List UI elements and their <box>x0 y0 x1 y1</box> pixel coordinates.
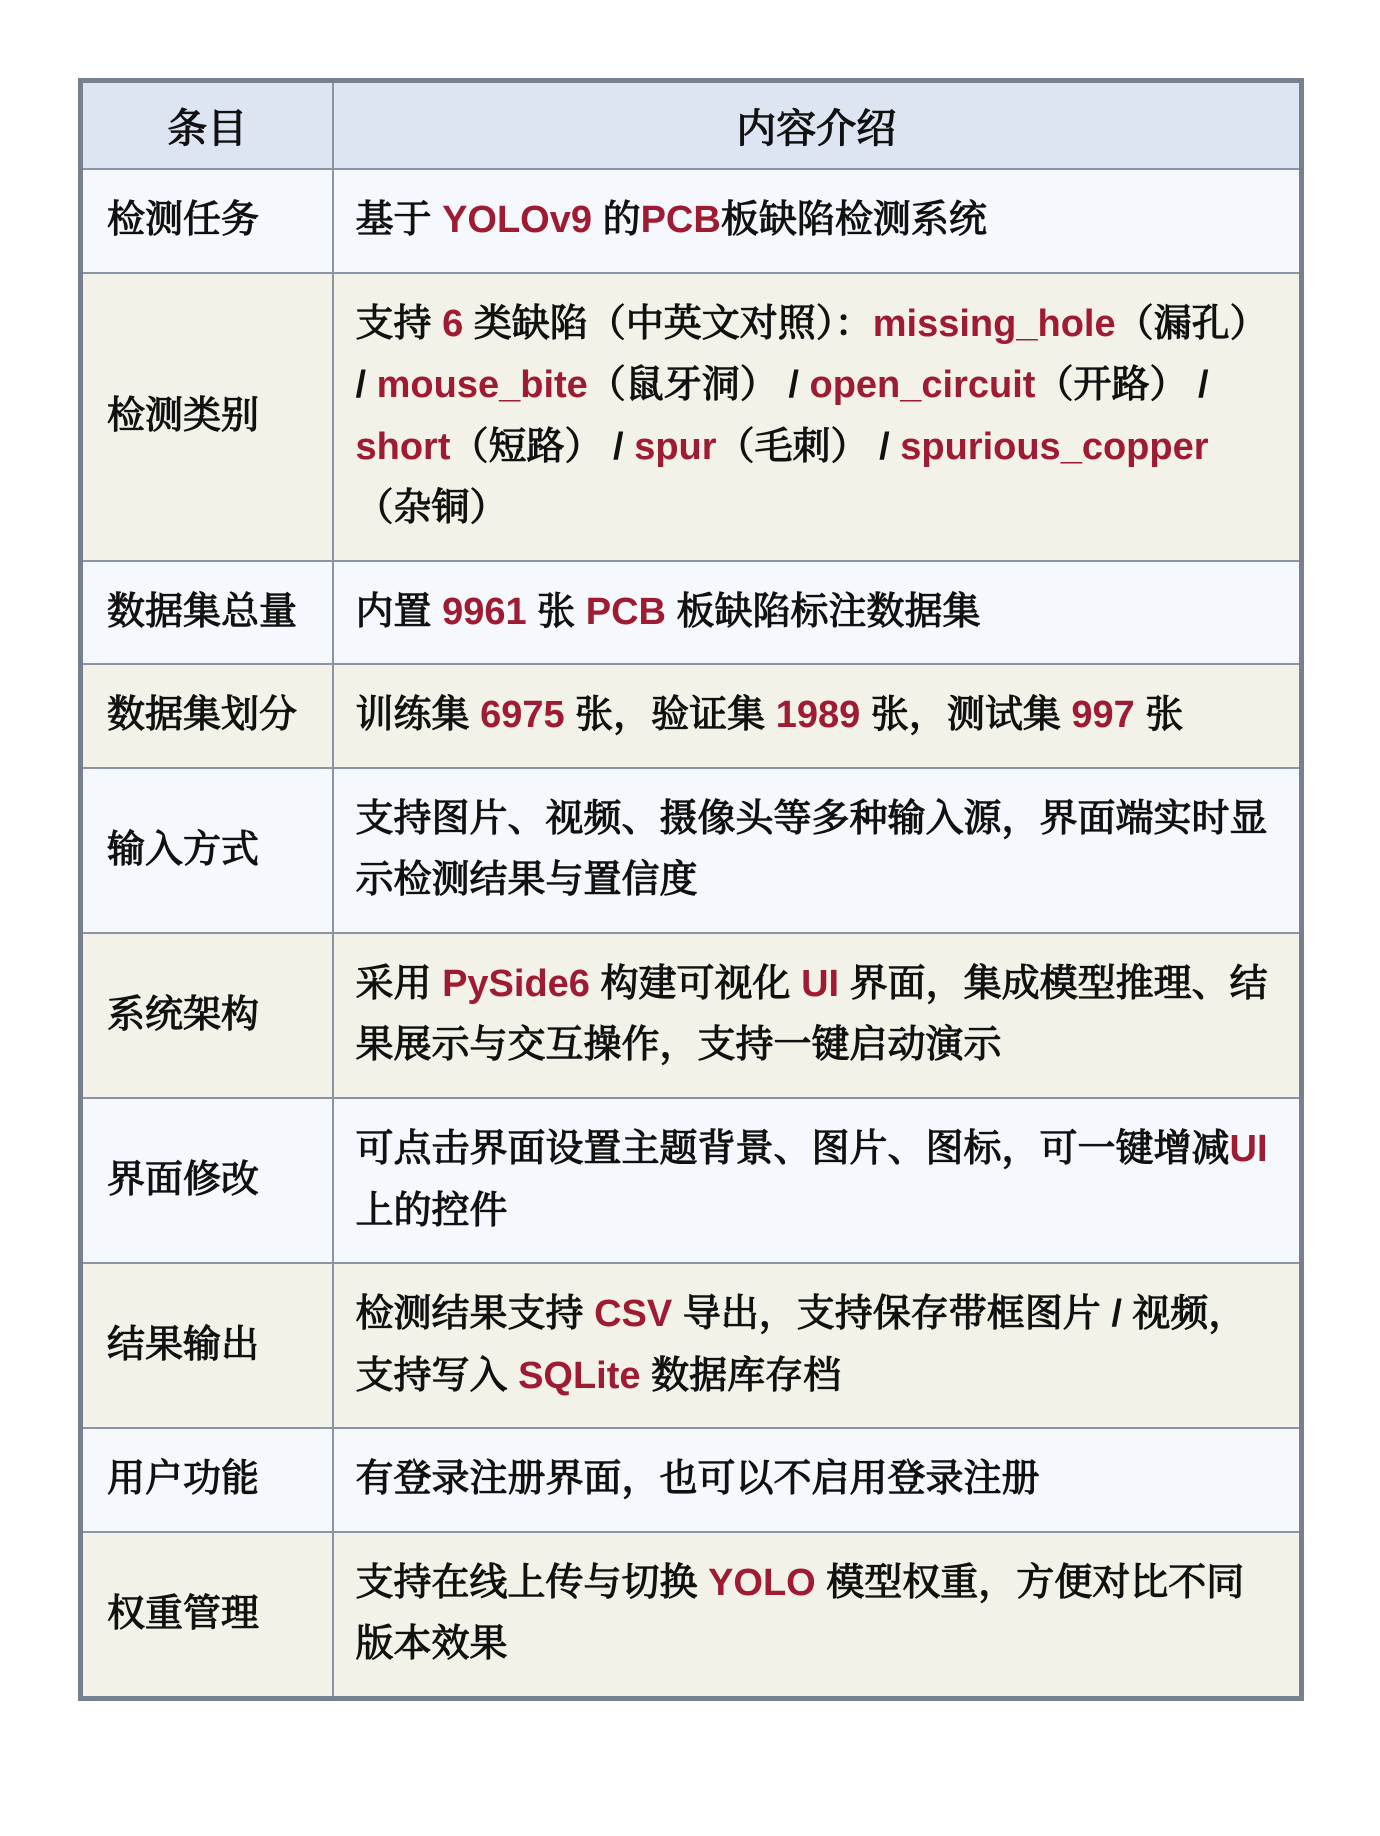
content-text: （开路） / <box>1035 364 1209 407</box>
content-text: 采用 <box>355 962 443 1005</box>
content-accent-text: 6 <box>442 302 464 345</box>
row-content <box>333 1532 1302 1699</box>
content-accent-text: spurious_copper <box>900 425 1209 468</box>
content-text: 板缺陷检测系统 <box>720 199 987 241</box>
row-label: 权重管理 <box>81 1532 333 1699</box>
content-accent-text: UI <box>1229 1128 1268 1171</box>
content-accent-text: spur <box>634 425 717 468</box>
row-content <box>333 169 1302 273</box>
content-text: 张 <box>1134 694 1184 737</box>
table-row <box>81 273 1302 561</box>
content-text: 导出，支持保存带框图片 / 视频，支持写入 <box>355 1293 1247 1397</box>
table-body <box>81 169 1302 1698</box>
table-row <box>81 169 1302 273</box>
row-content <box>333 561 1302 665</box>
table-header <box>81 81 1302 170</box>
content-text: （杂铜） <box>355 487 508 530</box>
row-content <box>333 1428 1302 1532</box>
content-text: 可点击界面设置主题背景、图片、图标，可一键增减 <box>355 1128 1230 1171</box>
content-accent-text: 9961 <box>442 590 527 633</box>
table-row <box>81 664 1302 768</box>
content-accent-text: YOLO <box>708 1561 816 1604</box>
content-text: 界面，集成模型推理、结果展示与交互操作，支持一键启动演示 <box>355 962 1268 1067</box>
table-row <box>81 933 1302 1098</box>
content-text: 的 <box>592 199 641 241</box>
content-accent-text: PySide6 <box>442 962 590 1005</box>
content-accent-text: CSV <box>594 1293 673 1336</box>
content-accent-text: 6975 <box>480 694 565 737</box>
content-text: 支持 <box>355 302 443 345</box>
content-accent-text: UI <box>801 962 840 1005</box>
table-row <box>81 768 1302 933</box>
row-label: 检测任务 <box>81 169 333 273</box>
row-label: 输入方式 <box>81 768 333 933</box>
table-row <box>81 1098 1302 1263</box>
header-cell-description: 内容介绍 <box>333 81 1302 170</box>
content-text: （漏孔） / <box>355 302 1268 407</box>
content-accent-text: YOLOv9 <box>442 199 593 241</box>
content-text: 训练集 <box>355 694 481 737</box>
row-label: 结果输出 <box>81 1263 333 1428</box>
content-text: 张，验证集 <box>564 694 776 737</box>
content-text: （鼠牙洞） / <box>587 364 810 407</box>
content-text: 检测结果支持 <box>355 1293 595 1336</box>
row-content <box>333 1263 1302 1428</box>
content-text: 数据库存档 <box>640 1354 842 1397</box>
content-text: 构建可视化 <box>589 962 802 1005</box>
feature-table-container <box>78 78 1304 1701</box>
table-row <box>81 1263 1302 1428</box>
content-accent-text: 997 <box>1071 694 1135 737</box>
row-label: 数据集划分 <box>81 664 333 768</box>
content-text: （短路） / <box>450 425 635 468</box>
header-cell-item: 条目 <box>81 81 333 170</box>
content-text: 基于 <box>355 199 443 241</box>
content-accent-text: 1989 <box>775 694 861 737</box>
content-text: 张，测试集 <box>860 694 1072 737</box>
content-text: 板缺陷标注数据集 <box>665 590 981 633</box>
row-content <box>333 273 1302 561</box>
content-accent-text: missing_hole <box>872 302 1116 345</box>
row-content <box>333 768 1302 933</box>
row-label: 界面修改 <box>81 1098 333 1263</box>
content-text: 支持图片、视频、摄像头等多种输入源，界面端实时显示检测结果与置信度 <box>355 797 1268 902</box>
table-row <box>81 1428 1302 1532</box>
table-row <box>81 1532 1302 1699</box>
content-accent-text: open_circuit <box>809 364 1036 407</box>
feature-table <box>78 78 1304 1701</box>
row-content <box>333 933 1302 1098</box>
row-label: 系统架构 <box>81 933 333 1098</box>
content-text: 模型权重，方便对比不同版本效果 <box>355 1561 1245 1666</box>
content-text: 有登录注册界面，也可以不启用登录注册 <box>355 1458 1040 1501</box>
content-accent-text: PCB <box>640 199 721 241</box>
content-text: （毛刺） / <box>716 425 901 468</box>
content-text: 上的控件 <box>355 1189 508 1232</box>
row-content <box>333 1098 1302 1263</box>
content-accent-text: mouse_bite <box>376 364 588 407</box>
header-row <box>81 81 1302 170</box>
content-text: 张 <box>526 590 586 633</box>
content-text: 支持在线上传与切换 <box>355 1561 709 1604</box>
content-text: 类缺陷（中英文对照）： <box>463 302 873 345</box>
row-label: 检测类别 <box>81 273 333 561</box>
row-label: 用户功能 <box>81 1428 333 1532</box>
content-text: 内置 <box>355 590 443 633</box>
row-label: 数据集总量 <box>81 561 333 665</box>
content-accent-text: short <box>355 425 451 468</box>
content-accent-text: SQLite <box>518 1354 641 1397</box>
content-accent-text: PCB <box>585 590 666 633</box>
table-row <box>81 561 1302 665</box>
row-content <box>333 664 1302 768</box>
